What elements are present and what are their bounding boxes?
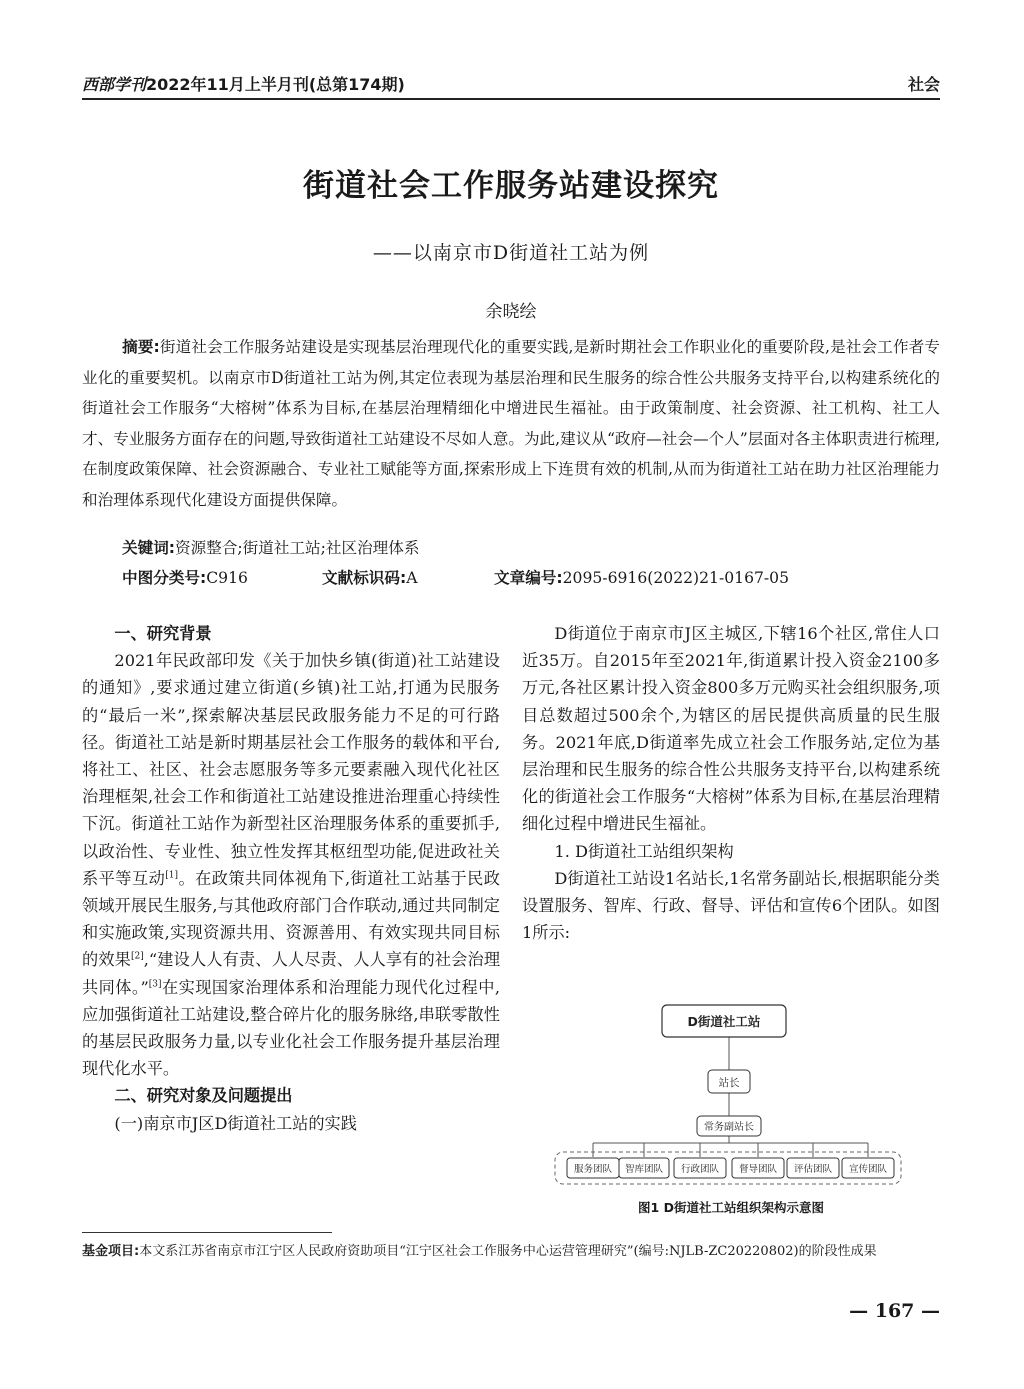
funding-label: 基金项目: (82, 1244, 140, 1259)
right-column (522, 620, 940, 946)
figure-caption: 图1 D街道社工站组织架构示意图 (638, 1200, 824, 1215)
abstract (82, 332, 940, 516)
page-number: — 167 — (849, 1300, 940, 1322)
overview-paragraph: D街道位于南京市J区主城区,下辖16个社区,常住人口近35万。自2015年至2021年,街道累计投入资金2100多万元,各社区累计投入资金800多万元购买社会组织服务,项目总数超过500余个,为辖区的居民提供高质量的民生服务。2021年底,D街道率先成立社会工作服务站,定位为基层治理和民生服务的综合性公共服务支持平台,以构建系统化的街道社会工作服务“大榕树”体系为目标,在基层治理精细化过程中增进民生福祉。 (522, 624, 940, 834)
section-heading-2: 二、研究对象及问题提出 (114, 1086, 293, 1106)
article-title: 街道社会工作服务站建设探究 (303, 168, 719, 204)
article-number-value: 2095-6916(2022)21-0167-05 (562, 569, 790, 587)
issue-label: 2022年11月上半月刊(总第174期) (146, 75, 405, 94)
team-label-service: 服务团队 (573, 1164, 613, 1175)
journal-issue (82, 72, 405, 95)
keywords-text: 资源整合;街道社工站;社区治理体系 (175, 539, 420, 557)
article-subtitle: ——以南京市D街道社工站为例 (372, 242, 650, 264)
node-top-label: D街道社工站 (687, 1014, 761, 1029)
citation-1: [1] (165, 870, 179, 881)
text-run: 2021年民政部印发《关于加快乡镇(街道)社工站建设的通知》,要求通过建立街道(乡镇)社工站,打通为民服务的“最后一米”,探索解决基层民政服务能力不足的可行路径。街道社工站是新时期基层社会工作服务的载体和平台,将社工、社区、社会志愿服务等多元要素融入现代化社区治理框架,社会工作和街道社工站建设推进治理重心持续性下沉。街道社工站作为新型社区治理服务体系的重要抓手,以政治性、专业性、独立性发挥其枢纽型功能,促进政社关系平等互动 (82, 651, 500, 888)
funding-footnote (82, 1240, 940, 1264)
classification (122, 566, 789, 588)
team-label-thinktank: 智库团队 (624, 1164, 664, 1175)
org-chart-svg (522, 1000, 940, 1200)
keywords (122, 536, 419, 558)
clc-value: C916 (206, 569, 248, 587)
article-number-label: 文章编号: (494, 569, 563, 587)
structure-paragraph: D街道社工站设1名站长,1名常务副站长,根据职能分类设置服务、智库、行政、督导、评估和宣传6个团队。如图1所示: (522, 868, 940, 943)
subsection-heading: (一)南京市J区D街道社工站的实践 (114, 1113, 357, 1133)
running-header (82, 70, 940, 98)
text-run: 。在政策共同体视角下,街道社工站基于民政领域开展民生服务,与其他政府部门合作联动,通过共同制定和实施政策,实现资源共用、资源善用、有效实现共同目标的效果 (82, 868, 500, 970)
citation-3: [3] (148, 979, 162, 990)
team-label-publicity: 宣传团队 (848, 1164, 888, 1175)
left-column (82, 620, 500, 1137)
org-chart-diagram (522, 1000, 940, 1220)
team-label-supervision: 督导团队 (738, 1164, 778, 1175)
section-label: 社会 (907, 75, 940, 94)
keywords-label: 关键词: (122, 539, 176, 557)
article-author: 余晓绘 (485, 302, 537, 322)
node-head-label: 站长 (718, 1077, 740, 1089)
journal-logo: 西部学刊 (82, 75, 147, 94)
footnote-rule (82, 1232, 332, 1233)
abstract-label: 摘要: (122, 338, 160, 356)
abstract-text: 街道社会工作服务站建设是实现基层治理现代化的重要实践,是新时期社会工作职业化的重要阶段,是社会工作者专业化的重要契机。以南京市D街道社工站为例,其定位表现为基层治理和民生服务的综合性公共服务支持平台,以构建系统化的街道社会工作服务“大榕树”体系为目标,在基层治理精细化中增进民生福祉。由于政策制度、社会资源、社工机构、社工人才、专业服务方面存在的问题,导致街道社工站建设不尽如人意。为此,建议从“政府—社会—个人”层面对各主体职责进行梳理,在制度政策保障、社会资源融合、专业社工赋能等方面,探索形成上下连贯有效的机制,从而为街道社工站在助力社区治理能力和治理体系现代化建设方面提供保障。 (82, 338, 940, 509)
citation-2: [2] (130, 952, 144, 963)
subheading-org-structure: 1. D街道社工站组织架构 (554, 841, 734, 861)
header-rule (82, 98, 940, 100)
node-deputy-label: 常务副站长 (704, 1122, 754, 1133)
clc-label: 中图分类号: (122, 569, 207, 587)
section-heading-1: 一、研究背景 (114, 624, 212, 643)
team-label-evaluation: 评估团队 (793, 1164, 833, 1175)
doc-code-label: 文献标识码: (322, 569, 407, 587)
team-label-admin: 行政团队 (680, 1164, 720, 1175)
text-run: ,“建设人人有责、人人尽责、人人享有的社会治理共同体。” (82, 950, 501, 997)
text-run: 在实现国家治理体系和治理能力现代化过程中,应加强街道社工站建设,整合碎片化的服务脉络,串联零散性的基层民政服务力量,以专业化社会工作服务提升基层治理现代化水平。 (82, 977, 500, 1079)
funding-text: 本文系江苏省南京市江宁区人民政府资助项目“江宁区社会工作服务中心运营管理研究”(编号:NJLB-ZC20220802)的阶段性成果 (139, 1244, 877, 1259)
doc-code-value: A (406, 569, 418, 587)
background-paragraph (82, 647, 500, 1082)
